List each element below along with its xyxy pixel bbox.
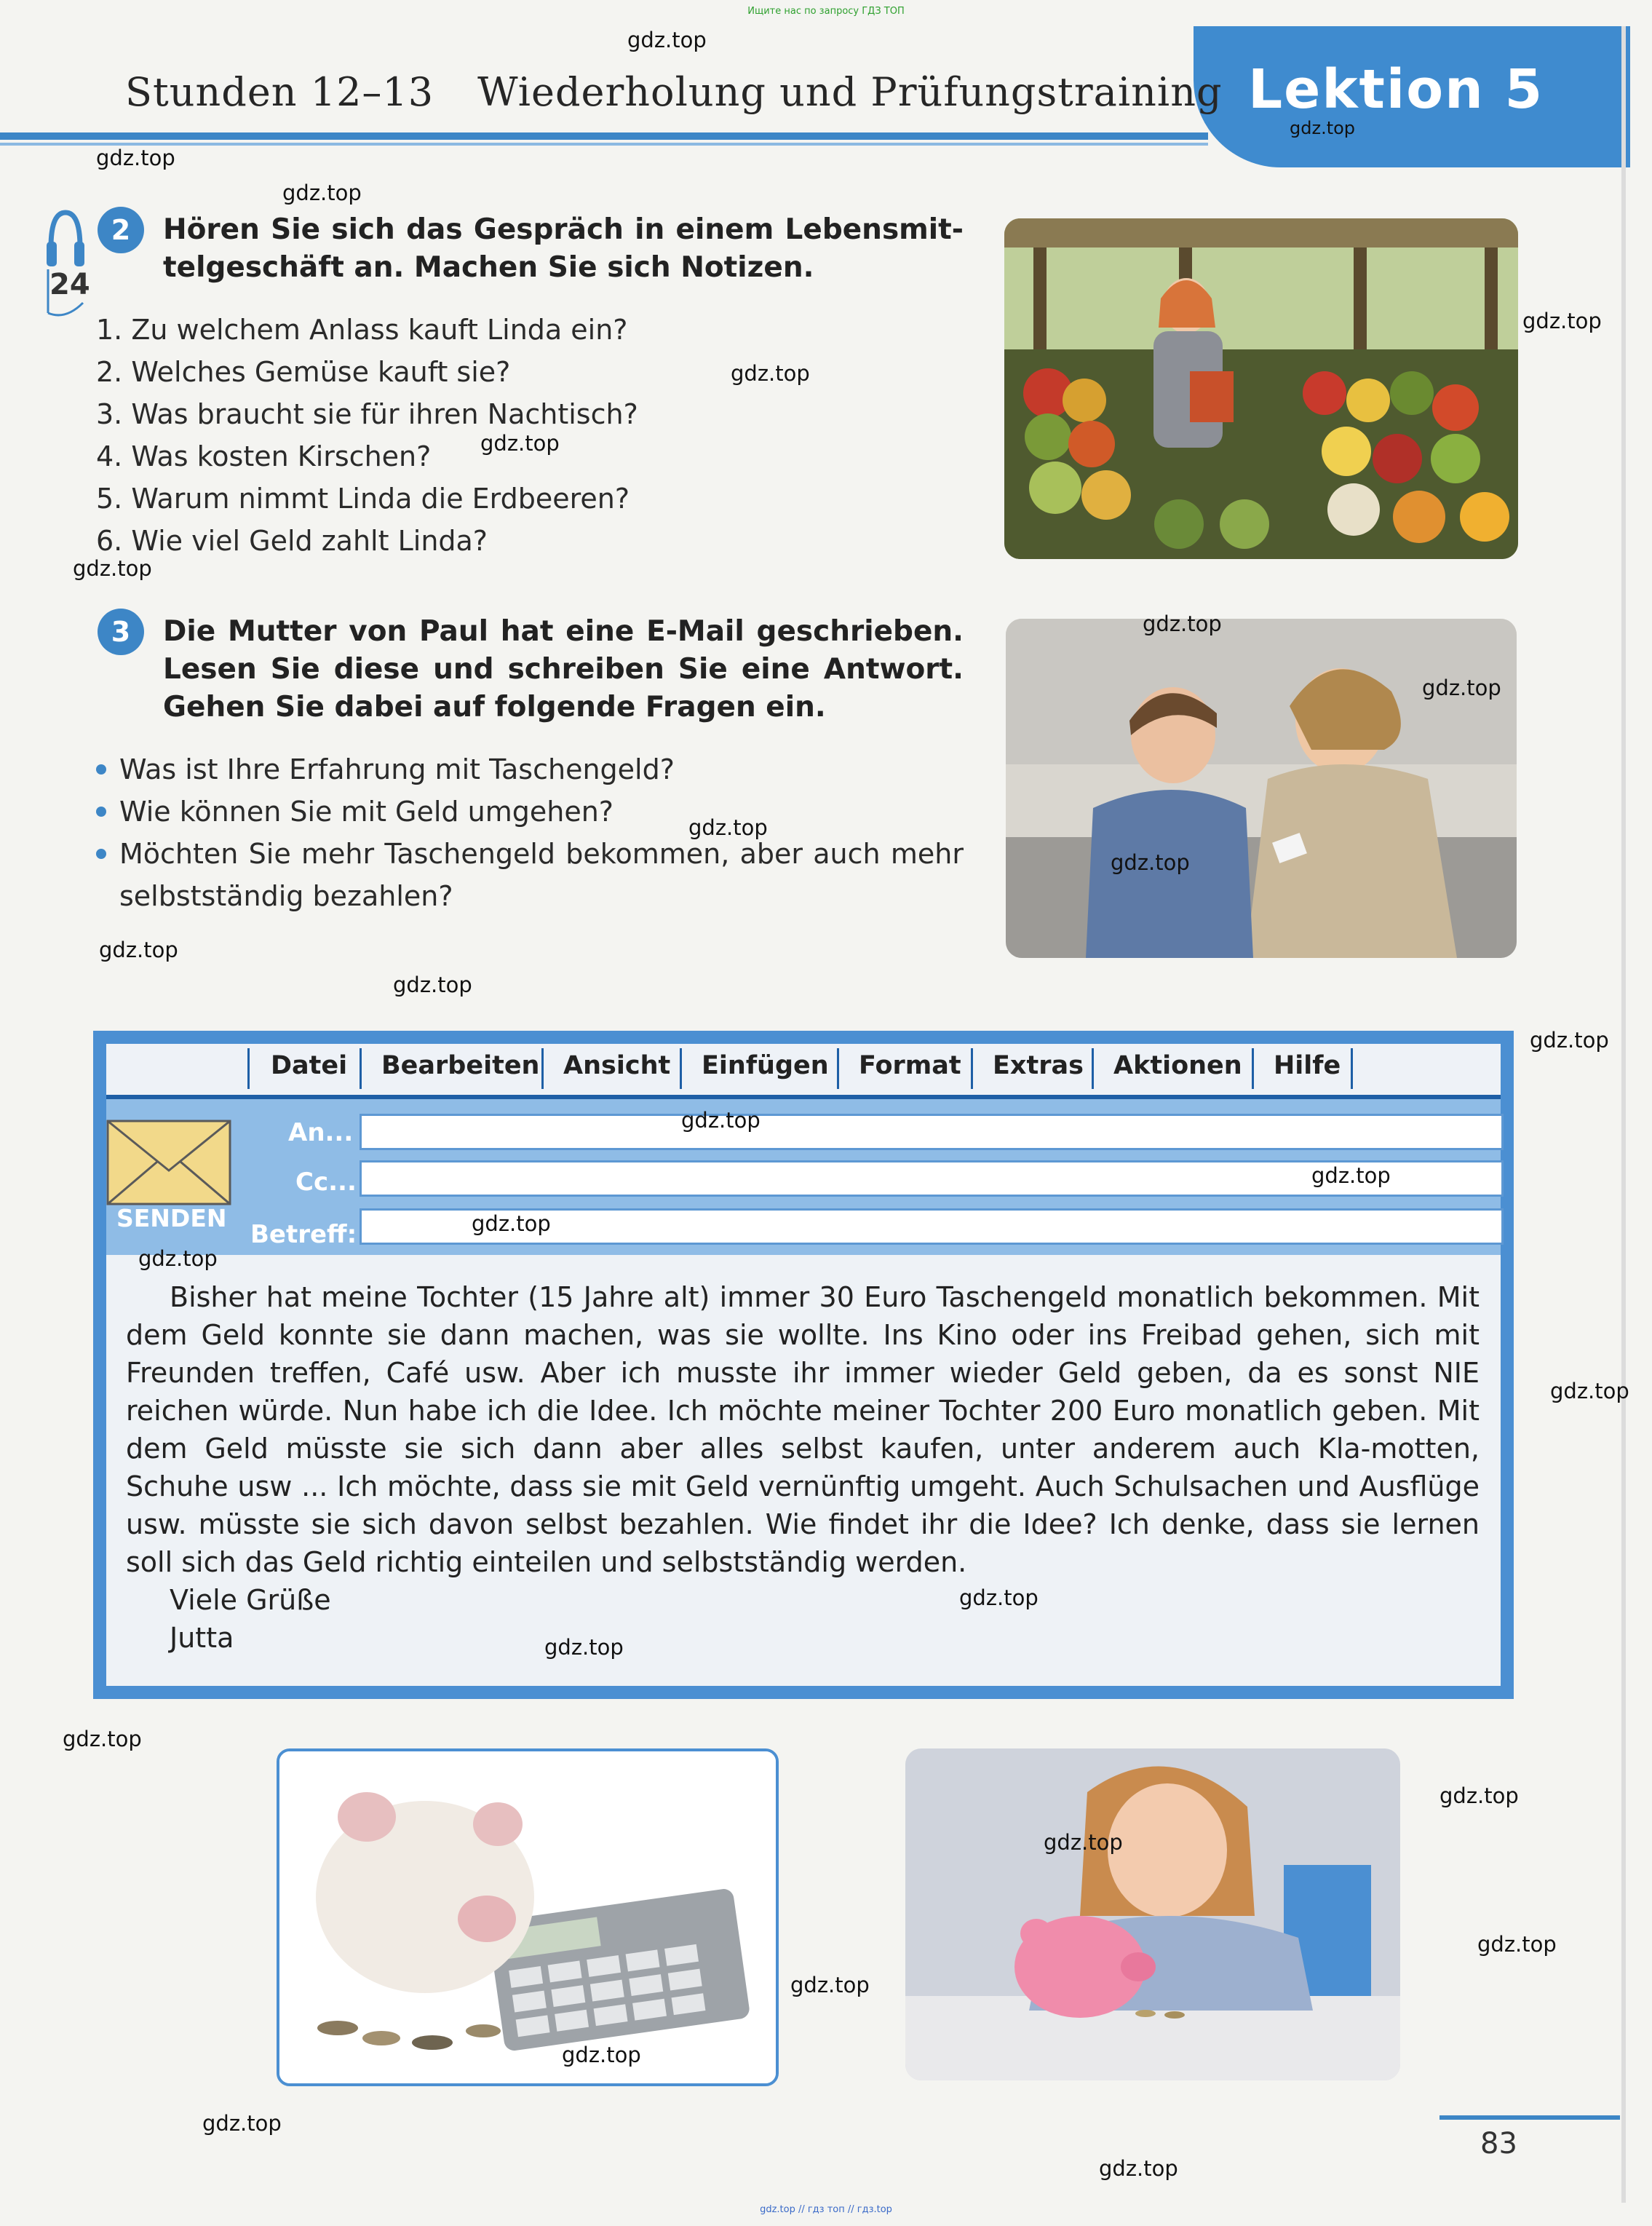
page-number: 83 <box>1480 2127 1517 2160</box>
email-greeting: Viele Grüße <box>170 1584 331 1616</box>
menu-einfuegen[interactable]: Einfügen <box>702 1051 829 1080</box>
watermark: gdz.top <box>1311 1163 1391 1188</box>
exercise-2-badge: 2 <box>98 207 144 253</box>
grocery-photo <box>1004 218 1518 559</box>
watermark: gdz.top <box>282 181 362 205</box>
menu-separator <box>680 1048 682 1089</box>
watermark: gdz.top <box>99 938 178 962</box>
menu-ansicht[interactable]: Ansicht <box>563 1051 671 1080</box>
menu-separator <box>971 1048 973 1089</box>
page-edge <box>1621 26 1626 2203</box>
question-item: 4. Was kosten Kirschen? <box>96 440 432 472</box>
send-button[interactable] <box>106 1120 231 1255</box>
cc-label: Cc... <box>295 1168 357 1197</box>
envelope-icon <box>106 1120 231 1207</box>
mother-son-photo <box>1006 619 1517 958</box>
watermark: gdz.top <box>688 815 768 840</box>
watermark: gdz.top <box>63 1727 142 1751</box>
page-number-rule <box>1439 2115 1620 2120</box>
lektion-label: Lektion 5 <box>1248 58 1544 121</box>
email-paragraph: Bisher hat meine Tochter (15 Jahre alt) immer 30 Euro Taschengeld monatlich bekommen. Mit dem Geld konnte sie dann machen, was sie wollte. Ins Kino oder ins Freibad gehen, sich mit Freunden treffen, Café usw. Aber ich musste ihr immer wieder Geld geben, da es sonst NIE reichen würde. Nun habe ich die Idee. Ich möchte meiner Tochter 200 Euro monatlich geben. Mit dem Geld müsste sie sich dann aber alles selbst kaufen, unter anderem auch Kla-motten, Schuhe usw ... Ich möchte, dass sie mit Geld vernünftig umgeht. Auch Schulsachen und Ausflüge usw. müsste sie sich davon selbst bezahlen. Wie findet ihr die Idee? Ich denke, dass sie lernen soll sich das Geld richtig einteilen und selbstständig werden. <box>126 1281 1480 1578</box>
watermark: gdz.top <box>1290 118 1356 138</box>
watermark: gdz.top <box>96 146 175 170</box>
watermark: gdz.top <box>1550 1379 1629 1403</box>
watermark: gdz.top <box>1099 2156 1178 2181</box>
chapter-title <box>125 69 1223 115</box>
bullet-item: Wie können Sie mit Geld umgehen? <box>93 791 964 833</box>
watermark: gdz.top <box>790 1973 870 1997</box>
bottom-note: gdz.top // гдз топ // гдз.top <box>760 2204 892 2215</box>
watermark: gdz.top <box>1143 611 1222 636</box>
watermark: gdz.top <box>1439 1783 1519 1808</box>
menu-hilfe[interactable]: Hilfe <box>1274 1051 1341 1080</box>
menu-separator <box>247 1048 250 1089</box>
menu-extras[interactable]: Extras <box>993 1051 1084 1080</box>
email-body-text <box>126 1278 1480 1657</box>
menu-separator <box>360 1048 362 1089</box>
bullet-item: Möchten Sie mehr Taschengeld bekommen, aber auch mehr selbstständig bezahlen? <box>93 833 964 917</box>
menu-separator <box>1252 1048 1254 1089</box>
menu-datei[interactable]: Datei <box>271 1051 348 1080</box>
menu-format[interactable]: Format <box>859 1051 961 1080</box>
exercise-3-questions <box>93 748 964 917</box>
watermark: gdz.top <box>627 28 707 52</box>
exercise-3-task: Die Mutter von Paul hat eine E-Mail geschrieben. Lesen Sie diese und schreiben Sie eine Antwort. Gehen Sie dabei auf folgende Fragen ein. <box>163 615 964 724</box>
girl-piggy-photo <box>905 1748 1400 2080</box>
menu-separator <box>1092 1048 1094 1089</box>
question-item: 6. Wie viel Geld zahlt Linda? <box>96 525 488 557</box>
watermark: gdz.top <box>959 1585 1039 1610</box>
menu-aktionen[interactable]: Aktionen <box>1113 1051 1242 1080</box>
watermark: gdz.top <box>1044 1830 1123 1855</box>
watermark: gdz.top <box>562 2043 641 2067</box>
question-item: 3. Was braucht sie für ihren Nachtisch? <box>96 398 638 430</box>
watermark: gdz.top <box>1422 676 1501 700</box>
watermark: gdz.top <box>480 431 560 456</box>
watermark: gdz.top <box>544 1635 624 1660</box>
question-item: 2. Welches Gemüse kauft sie? <box>96 356 511 388</box>
menu-separator <box>541 1048 544 1089</box>
email-signature: Jutta <box>170 1622 234 1654</box>
top-note: Ищите нас по запросу ГДЗ ТОП <box>747 6 905 17</box>
menu-bearbeiten[interactable]: Bearbeiten <box>381 1051 540 1080</box>
watermark: gdz.top <box>1477 1932 1557 1957</box>
header-rule <box>0 132 1208 140</box>
exercise-3-badge: 3 <box>98 609 144 655</box>
watermark: gdz.top <box>138 1246 218 1271</box>
watermark: gdz.top <box>681 1108 761 1133</box>
piggy-calculator-photo <box>277 1748 779 2086</box>
exercise-2-task: Hören Sie sich das Gespräch in einem Lebensmit- telgeschäft an. Machen Sie sich Notizen. <box>163 213 964 284</box>
chapter-heading: Wiederholung und Prüfungstraining <box>477 69 1223 115</box>
watermark: gdz.top <box>1530 1028 1609 1053</box>
watermark: gdz.top <box>73 556 152 581</box>
lessons-label: Stunden 12–13 <box>125 69 434 115</box>
menu-separator <box>1351 1048 1353 1089</box>
watermark: gdz.top <box>393 973 472 997</box>
watermark: gdz.top <box>1111 850 1190 875</box>
subject-label: Betreff: <box>250 1220 357 1249</box>
watermark: gdz.top <box>1522 309 1602 333</box>
question-item: 5. Warum nimmt Linda die Erdbeeren? <box>96 483 630 515</box>
header-rule-thin <box>0 143 1208 146</box>
bullet-item: Was ist Ihre Erfahrung mit Taschengeld? <box>93 748 964 791</box>
send-label: SENDEN <box>116 1204 227 1232</box>
watermark: gdz.top <box>731 361 810 386</box>
menu-separator <box>837 1048 839 1089</box>
to-label: An... <box>288 1118 354 1147</box>
to-field[interactable] <box>360 1114 1504 1150</box>
watermark: gdz.top <box>202 2111 282 2136</box>
watermark: gdz.top <box>472 1211 551 1236</box>
question-item: 1. Zu welchem Anlass kauft Linda ein? <box>96 314 628 346</box>
audio-track-number: 24 <box>49 268 90 301</box>
